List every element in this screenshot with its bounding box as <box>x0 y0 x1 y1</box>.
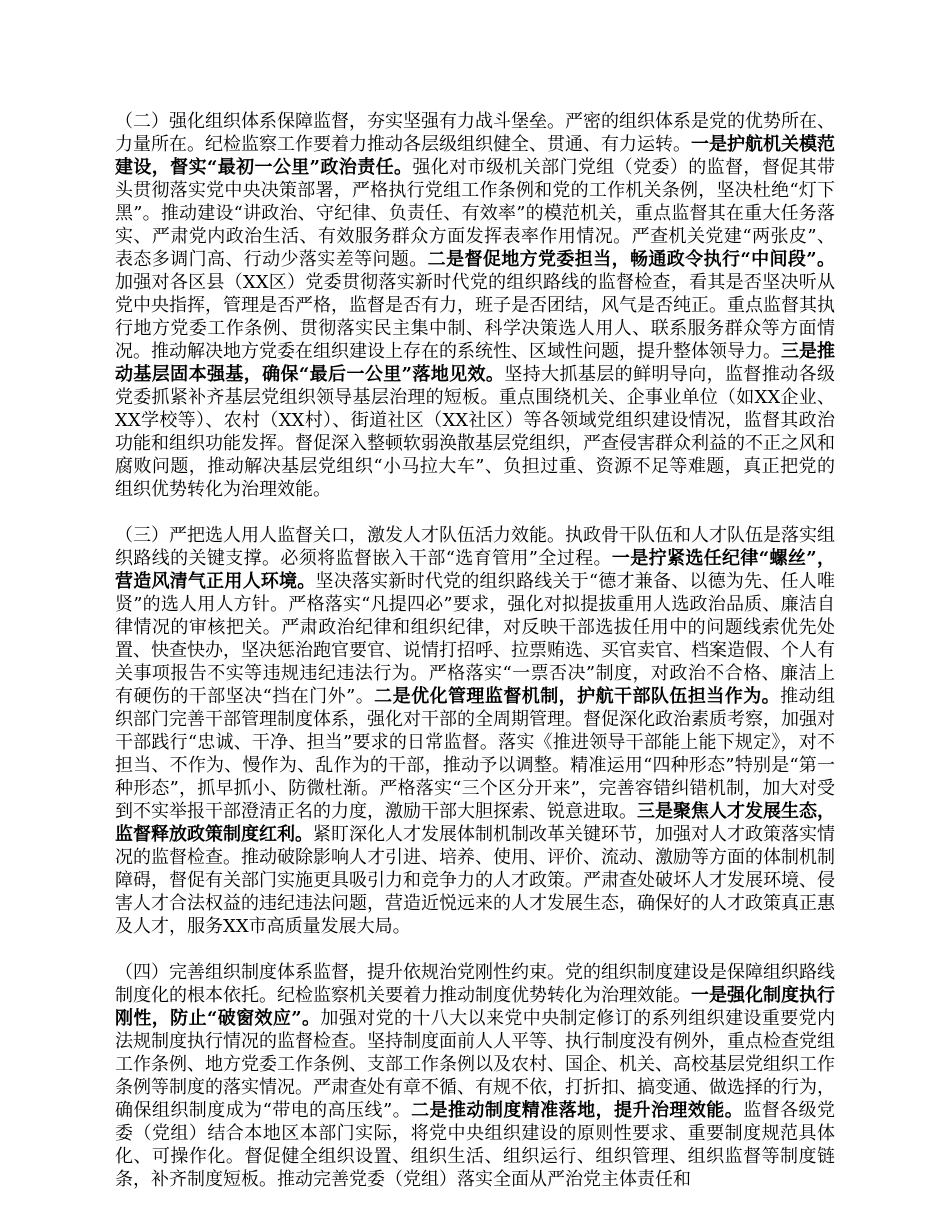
paragraph-text: 监督各级党委（党组）结合本地区本部门实际，将党中央组织建设的原则性要求、重要制度规范具体化、可操作化。督促健全组织设置、组织生活、组织运行、组织管理、组织监督等制度链条，补齐制度短板。推动完善党委（党组）落实全面从严治党主体责任和 <box>115 1100 836 1190</box>
paragraph-lead-bold: 三是推动基层固本强基，确保“最后一公里”落地见效。 <box>115 341 835 385</box>
paragraph <box>115 961 835 1191</box>
paragraph <box>115 110 835 501</box>
paragraph-text: 加强对各区县（XX区）党委贯彻落实新时代党的组织路线的监督检查，看其是否坚决听从党中央指挥，管理是否严格，监督是否有力，班子是否团结，风气是否纯正。重点监督其执行地方党委工作条例、贯彻落实民主集中制、科学决策选人用人、联系服务群众等方面情况。推动解决地方党委在组织建设上存在的系统性、区域性问题，提升整体领导力。 <box>115 272 835 362</box>
paragraph-text: （四）完善组织制度体系监督，提升依规治党刚性约束。党的组织制度建设是保障组织路线制度化的根本依托。纪检监察机关要着力推动制度优势转化为治理效能。 <box>115 962 835 1006</box>
paragraph-text: （三）严把选人用人监督关口，激发人才队伍活力效能。执政骨干队伍和人才队伍是落实组织路线的关键支撑。必须将监督嵌入干部“选育管用”全过程。 <box>115 525 835 569</box>
paragraph-text: 坚持大抓基层的鲜明导向，监督推动各级党委抓紧补齐基层党组织领导基层治理的短板。重点围绕机关、企事业单位（如XX企业、XX学校等）、农村（XX村）、街道社区（XX社区）等各领域党组织建设情况，监督其政治功能和组织功能发挥。督促深入整顿软弱涣散基层党组织，严查侵害群众利益的不正之风和腐败问题，推动解决基层党组织“小马拉大车”、负担过重、资源不足等难题，真正把党的组织优势转化为治理效能。 <box>115 364 835 500</box>
paragraph-lead-bold: 一是拧紧选任纪律“螺丝”，营造风清气正用人环境。 <box>115 548 835 592</box>
paragraph-lead-bold: 三是聚焦人才发展生态，监督释放政策制度红利。 <box>115 801 835 845</box>
paragraph <box>115 524 835 938</box>
paragraph-text: （二）强化组织体系保障监督，夯实坚强有力战斗堡垒。严密的组织体系是党的优势所在、力量所在。纪检监察工作要着力推动各层级组织健全、贯通、有力运转。 <box>115 111 835 155</box>
paragraph-lead-bold: 二是督促地方党委担当，畅通政令执行“中间段”。 <box>427 249 835 270</box>
document-body <box>115 110 835 1191</box>
paragraph-text: 推动组织部门完善干部管理制度体系，强化对干部的全周期管理。督促深化政治素质考察，加强对干部践行“忠诚、干净、担当”要求的日常监督。落实《推进领导干部能上能下规定》，对不担当、不作为、慢作为、乱作为的干部，推动予以调整。精准运用“四种形态”特别是“第一种形态”，抓早抓小、防微杜渐。严格落实“三个区分开来”，完善容错纠错机制，加大对受到不实举报干部澄清正名的力度，激励干部大胆探索、锐意进取。 <box>115 686 836 822</box>
paragraph-lead-bold: 一是护航机关模范建设，督实“最初一公里”政治责任。 <box>115 134 835 178</box>
paragraph-text: 加强对党的十八大以来党中央制定修订的系列组织建设重要党内法规制度执行情况的监督检查。坚持制度面前人人平等、执行制度没有例外，重点检查党组工作条例、地方党委工作条例、支部工作条例以及农村、国企、机关、高校基层党组织工作条例等制度的落实情况。严肃查处有章不循、有规不依，打折扣、搞变通、做选择的行为，确保组织制度成为“带电的高压线”。 <box>115 1008 835 1121</box>
paragraph-lead-bold: 二是优化管理监督机制，护航干部队伍担当作为。 <box>374 686 781 707</box>
paragraph-lead-bold: 二是推动制度精准落地，提升治理效能。 <box>411 1100 744 1121</box>
paragraph-lead-bold: 一是强化制度执行刚性，防止“破窗效应”。 <box>115 985 835 1029</box>
paragraph-text: 紧盯深化人才发展体制机制改革关键环节，加强对人才政策落实情况的监督检查。推动破除影响人才引进、培养、使用、评价、流动、激励等方面的体制机制障碍，督促有关部门实施更具吸引力和竞争力的人才政策。严肃查处破坏人才发展环境、侵害人才合法权益的违纪违法问题，营造近悦远来的人才发展生态，确保好的人才政策真正惠及人才，服务XX市高质量发展大局。 <box>115 824 835 937</box>
paragraph-text: 坚决落实新时代党的组织路线关于“德才兼备、以德为先、任人唯贤”的选人用人方针。严格落实“凡提四必”要求，强化对拟提拔重用人选政治品质、廉洁自律情况的审核把关。严肃政治纪律和组织纪律，对反映干部选拔任用中的问题线索优先处置、快查快办，坚决惩治跑官要官、说情打招呼、拉票贿选、买官卖官、档案造假、个人有关事项报告不实等违规违纪违法行为。严格落实“一票否决”制度，对政治不合格、廉洁上有硬伤的干部坚决“挡在门外”。 <box>115 571 835 707</box>
paragraph-text: 强化对市级机关部门党组（党委）的监督，督促其带头贯彻落实党中央决策部署，严格执行党组工作条例和党的工作机关条例，坚决杜绝“灯下黑”。推动建设“讲政治、守纪律、负责任、有效率”的模范机关，重点监督其在重大任务落实、严肃党内政治生活、有效服务群众方面发挥表率作用情况。严查机关党建“两张皮”、表态多调门高、行动少落实差等问题。 <box>115 157 835 270</box>
